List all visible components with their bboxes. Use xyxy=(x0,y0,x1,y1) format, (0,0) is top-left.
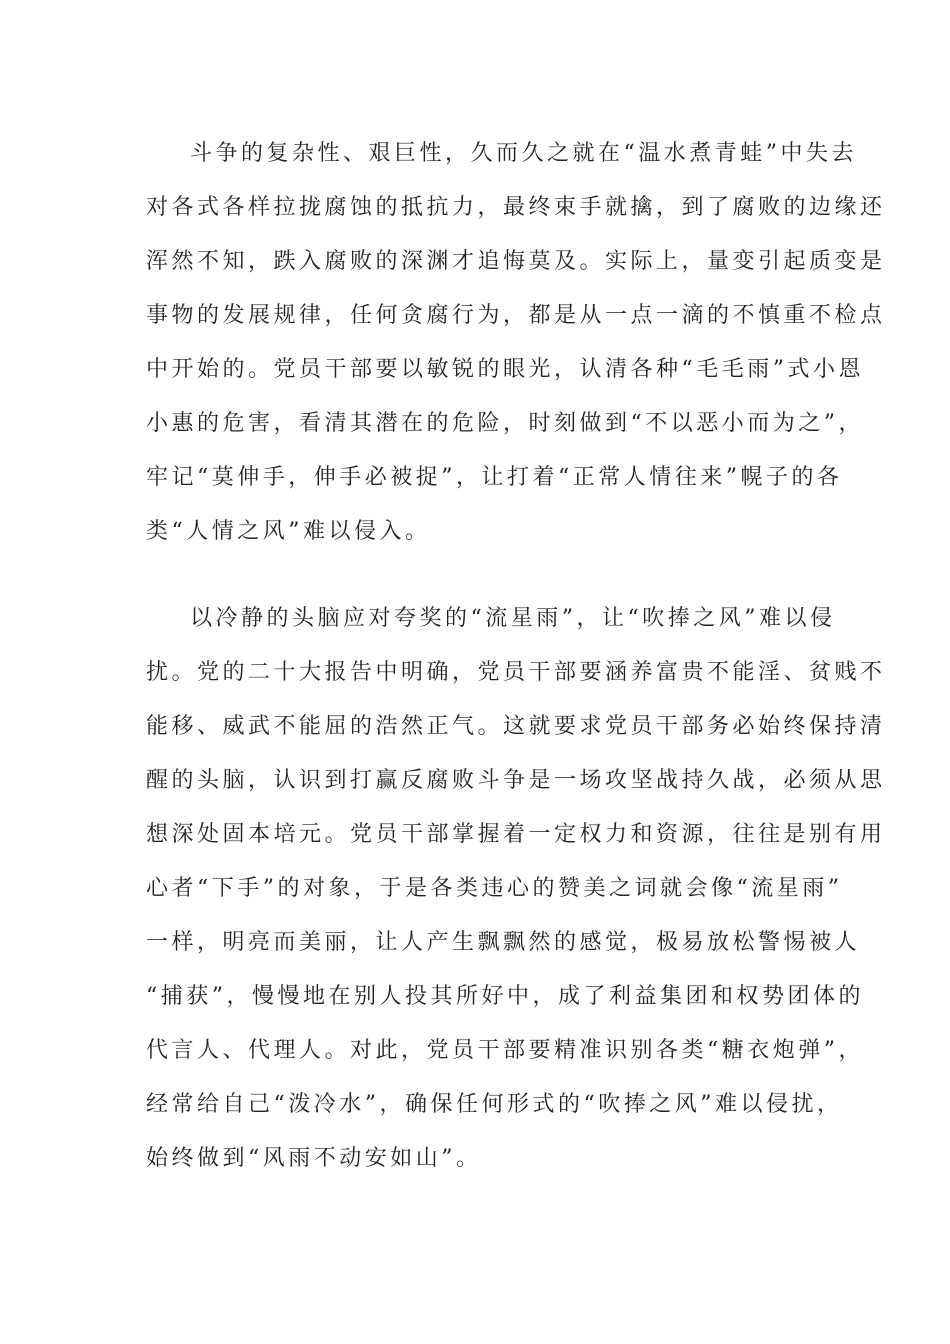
paragraph-line: 想深处固本培元。党员干部掌握着一定权力和资源，往往是别有用 xyxy=(146,822,886,847)
paragraph-line: 中开始的。党员干部要以敏锐的眼光，认清各种“毛毛雨”式小恩 xyxy=(146,357,864,382)
paragraph-line: 一样，明亮而美丽，让人产生飘飘然的感觉，极易放松警惕被人 xyxy=(146,930,861,955)
paragraph-line: 心者“下手”的对象，于是各类违心的赞美之词就会像“流星雨” xyxy=(146,876,843,901)
paragraph-line: 小惠的危害，看清其潜在的危险，时刻做到“不以恶小而为之”， xyxy=(146,411,864,436)
paragraph-2 xyxy=(146,592,886,1186)
paragraph-line: “捕获”，慢慢地在别人投其所好中，成了利益集团和权势团体的 xyxy=(146,984,864,1009)
paragraph-line: 以冷静的头脑应对夸奖的“流星雨”，让“吹捧之风”难以侵 xyxy=(190,606,836,631)
paragraph-line: 扰。党的二十大报告中明确，党员干部要涵养富贵不能淫、贫贱不 xyxy=(146,660,886,685)
paragraph-line: 对各式各样拉拢腐蚀的抵抗力，最终束手就擒，到了腐败的边缘还 xyxy=(146,195,886,220)
paragraph-line: 始终做到“风雨不动安如山”。 xyxy=(146,1146,482,1171)
paragraph-line: 醒的头脑，认识到打赢反腐败斗争是一场攻坚战持久战，必须从思 xyxy=(146,768,886,793)
paragraph-1 xyxy=(146,127,886,559)
paragraph-line: 代言人、代理人。对此，党员干部要精准识别各类“糖衣炮弹”， xyxy=(146,1038,864,1063)
paragraph-line: 牢记“莫伸手，伸手必被捉”，让打着“正常人情往来”幌子的各 xyxy=(146,465,843,490)
paragraph-line: 斗争的复杂性、艰巨性，久而久之就在“温水煮青蛙”中失去 xyxy=(190,141,857,166)
paragraph-line: 浑然不知，跌入腐败的深渊才追悔莫及。实际上，量变引起质变是 xyxy=(146,249,886,274)
paragraph-line: 能移、威武不能屈的浩然正气。这就要求党员干部务必始终保持清 xyxy=(146,714,886,739)
paragraph-line: 经常给自己“泼冷水”，确保任何形式的“吹捧之风”难以侵扰， xyxy=(146,1092,843,1117)
paragraph-line: 事物的发展规律，任何贪腐行为，都是从一点一滴的不慎重不检点 xyxy=(146,303,886,328)
paragraph-line: 类“人情之风”难以侵入。 xyxy=(146,519,431,544)
